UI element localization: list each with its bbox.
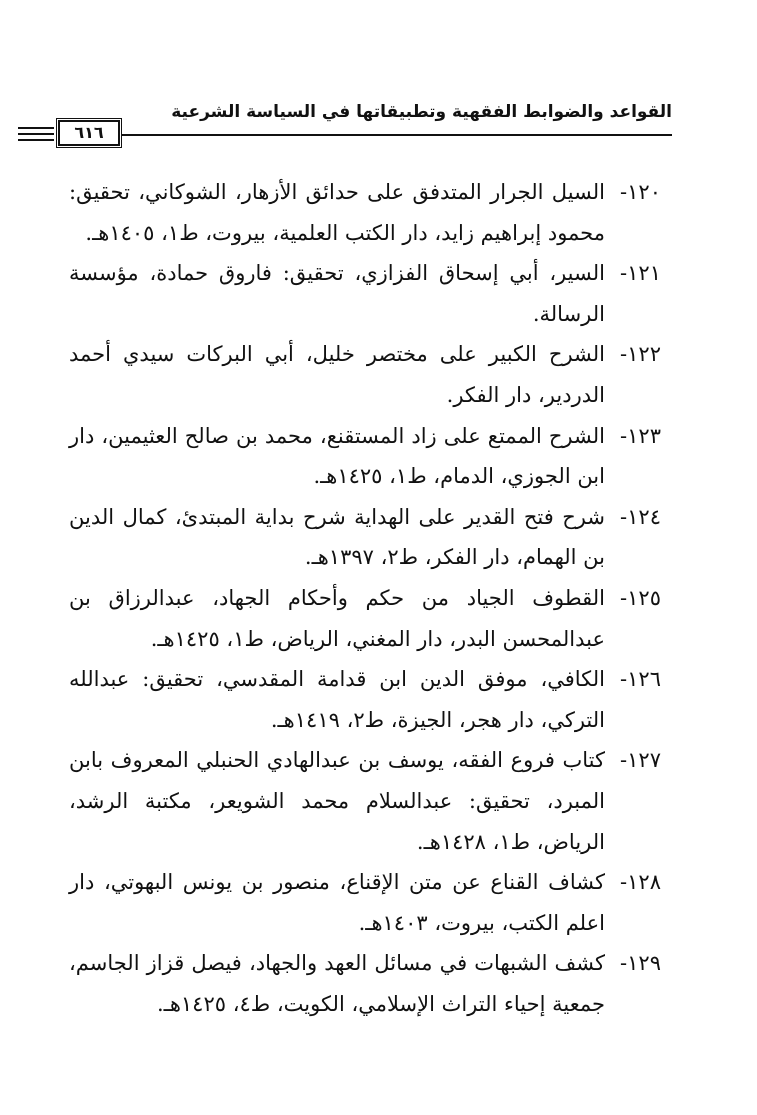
entry-number: ١٢٠- <box>620 180 661 204</box>
entry-text: كشاف القناع عن متن الإقناع، منصور بن يونس البهوتي، دار اعلم الكتب، بيروت، ١٤٠٣هـ. <box>69 870 605 935</box>
entry-number: ١٢٢- <box>620 342 661 367</box>
header-ornament-line <box>18 133 54 135</box>
bibliography-entry <box>69 253 661 334</box>
entry-number: ١٢٤- <box>620 504 661 529</box>
entry-text: كشف الشبهات في مسائل العهد والجهاد، فيصل قزاز الجاسم، جمعية إحياء التراث الإسلامي، الكويت، ط٤، ١٤٢٥هـ. <box>69 951 605 1016</box>
entry-number: ١٢٩- <box>620 951 661 976</box>
bibliography-list <box>69 172 661 1024</box>
entry-number: ١٢٦- <box>620 667 661 692</box>
bibliography-entry <box>69 172 661 253</box>
header-ornament-line <box>18 127 54 129</box>
entry-number: ١٢٧- <box>620 748 661 773</box>
entry-text: الكافي، موفق الدين ابن قدامة المقدسي، تحقيق: عبدالله التركي، دار هجر، الجيزة، ط٢، ١٤١٩هـ. <box>69 667 605 732</box>
entry-text: القطوف الجياد من حكم وأحكام الجهاد، عبدالرزاق بن عبدالمحسن البدر، دار المغني، الرياض، ط١، ١٤٢٥هـ. <box>69 585 605 651</box>
entry-text: السير، أبي إسحاق الفزازي، تحقيق: فاروق حمادة، مؤسسة الرسالة. <box>69 261 605 326</box>
bibliography-entry <box>69 578 661 659</box>
entry-number: ١٢١- <box>620 261 661 286</box>
bibliography-entry <box>69 862 661 943</box>
entry-number: ١٢٨- <box>620 870 661 895</box>
header-ornament-line <box>18 139 54 141</box>
header-rule <box>122 134 672 136</box>
entry-text: السيل الجرار المتدفق على حدائق الأزهار، الشوكاني، تحقيق: محمود إبراهيم زايد، دار الكتب العلمية، بيروت، ط١، ١٤٠٥هـ. <box>69 180 605 245</box>
page-header <box>40 96 672 148</box>
bibliography-entry <box>69 943 661 1024</box>
bibliography-entry <box>69 334 661 415</box>
entry-text: كتاب فروع الفقه، يوسف بن عبدالهادي الحنبلي المعروف بابن المبرد، تحقيق: عبدالسلام محمد الشويعر، مكتبة الرشد، الرياض، ط١، ١٤٢٨هـ. <box>69 748 605 854</box>
bibliography-entry <box>69 659 661 740</box>
entry-text: الشرح الكبير على مختصر خليل، أبي البركات سيدي أحمد الدردير، دار الفكر. <box>69 342 605 407</box>
entry-number: ١٢٥- <box>620 585 661 610</box>
entry-text: شرح فتح القدير على الهداية شرح بداية المبتدئ، كمال الدين بن الهمام، دار الفكر، ط٢، ١٣٩٧هـ. <box>69 504 605 570</box>
running-title: القواعد والضوابط الفقهية وتطبيقاتها في السياسة الشرعية <box>171 102 672 122</box>
entry-text: الشرح الممتع على زاد المستقنع، محمد بن صالح العثيمين، دار ابن الجوزي، الدمام، ط١، ١٤٢٥هـ. <box>69 423 605 489</box>
bibliography-entry <box>69 497 661 578</box>
bibliography-entry <box>69 740 661 862</box>
page-number: ٦١٦ <box>58 120 120 146</box>
bibliography-entry <box>69 416 661 497</box>
entry-number: ١٢٣- <box>620 423 661 448</box>
